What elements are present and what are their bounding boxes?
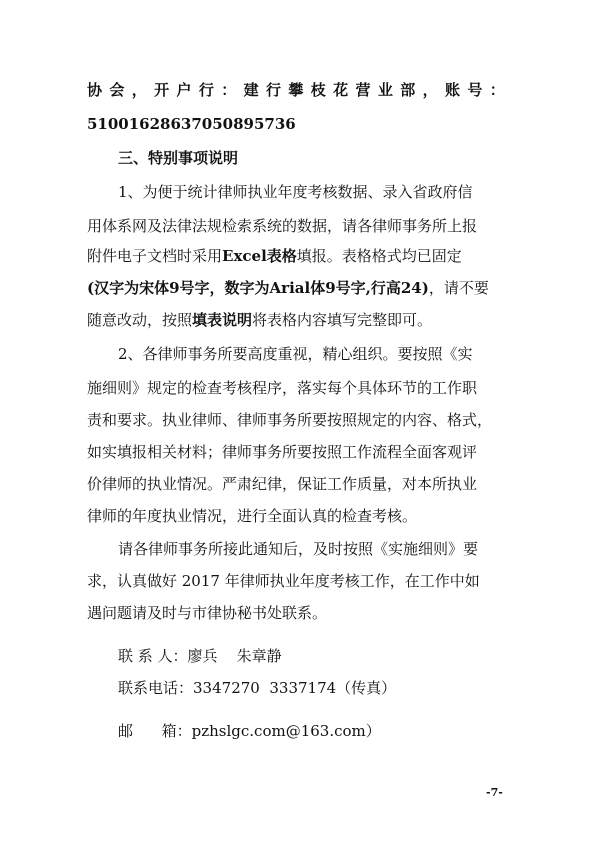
account-char: 行 — [198, 81, 214, 99]
contact-phone — [118, 678, 396, 698]
para2-line6: 律师的年度执业情况，进行全面认真的检查考核。 — [87, 507, 418, 525]
para3-line2: 求，认真做好 2017 年律师执业年度考核工作，在工作中如 — [87, 572, 480, 590]
contact-person-value: 廖兵 朱章静 — [187, 647, 282, 665]
para2-line2: 施细则》规定的检查考核程序，落实每个具体环节的工作职 — [87, 379, 478, 397]
para1-line3-c: 填报。表格格式均已固定 — [296, 247, 462, 265]
para1-line2: 用体系网及法律法规检索系统的数据，请各律师事务所上报 — [87, 217, 478, 235]
section-heading: 三、特别事项说明 — [118, 149, 239, 167]
account-char: ， — [422, 81, 438, 99]
account-char: 部 — [400, 81, 416, 99]
contact-person — [118, 646, 282, 666]
account-char: 营 — [355, 81, 371, 99]
para3-line1: 请各律师事务所接此通知后，及时按照《实施细则》要 — [118, 540, 479, 558]
account-char: ： — [221, 81, 237, 99]
para2-line1: 2、各律师事务所要高度重视，精心组织。要按照《实 — [118, 345, 473, 363]
excel-table-emphasis: Excel表格 — [222, 247, 297, 265]
para1-line4 — [87, 278, 489, 298]
contact-email-label: 邮 箱： — [118, 722, 192, 740]
account-char: ： — [489, 81, 505, 99]
para1-line1: 1、为便于统计律师执业年度考核数据、录入省政府信 — [118, 183, 473, 201]
contact-phone-value: 3347270 3337174（传真） — [193, 679, 397, 697]
account-char: ， — [131, 81, 147, 99]
account-char: 会 — [109, 81, 125, 99]
para2-line3: 责和要求。执业律师、律师事务所要按照规定的内容、格式， — [87, 411, 493, 429]
contact-email — [118, 721, 381, 741]
account-char: 号 — [467, 81, 483, 99]
para1-line4-b: ，请不要 — [428, 279, 489, 297]
para1-line5 — [87, 310, 432, 330]
account-number: 51001628637050895736 — [87, 115, 296, 133]
account-char: 枝 — [310, 81, 326, 99]
account-char: 花 — [333, 81, 349, 99]
contact-email-value: pzhslgc.com@163.com） — [191, 722, 381, 740]
contact-phone-label: 联系电话： — [118, 679, 194, 697]
account-char: 户 — [176, 81, 192, 99]
account-char: 建 — [243, 81, 259, 99]
account-char: 业 — [377, 81, 393, 99]
account-char: 开 — [154, 81, 170, 99]
account-char: 行 — [266, 81, 282, 99]
account-line — [87, 80, 505, 100]
format-spec-emphasis: (汉字为宋体9号字，数字为Arial体9号字,行高24) — [87, 279, 429, 297]
account-char: 协 — [87, 81, 103, 99]
para2-line4: 如实填报相关材料；律师事务所要按照工作流程全面客观评 — [87, 443, 478, 461]
para1-line3 — [87, 246, 462, 266]
contact-person-label: 联 系 人： — [118, 647, 188, 665]
para3-line3: 遇问题请及时与市律协秘书处联系。 — [87, 604, 328, 622]
para1-line3-a: 附件电子文档时采用 — [87, 247, 223, 265]
page-number: -7- — [486, 786, 503, 799]
para2-line5: 价律师的执业情况。严肃纪律，保证工作质量，对本所执业 — [87, 475, 478, 493]
account-char: 账 — [445, 81, 461, 99]
fill-instructions-emphasis: 填表说明 — [192, 311, 253, 329]
para1-line5-c: 将表格内容填写完整即可。 — [252, 311, 433, 329]
account-char: 攀 — [288, 81, 304, 99]
para1-line5-a: 随意改动，按照 — [87, 311, 193, 329]
